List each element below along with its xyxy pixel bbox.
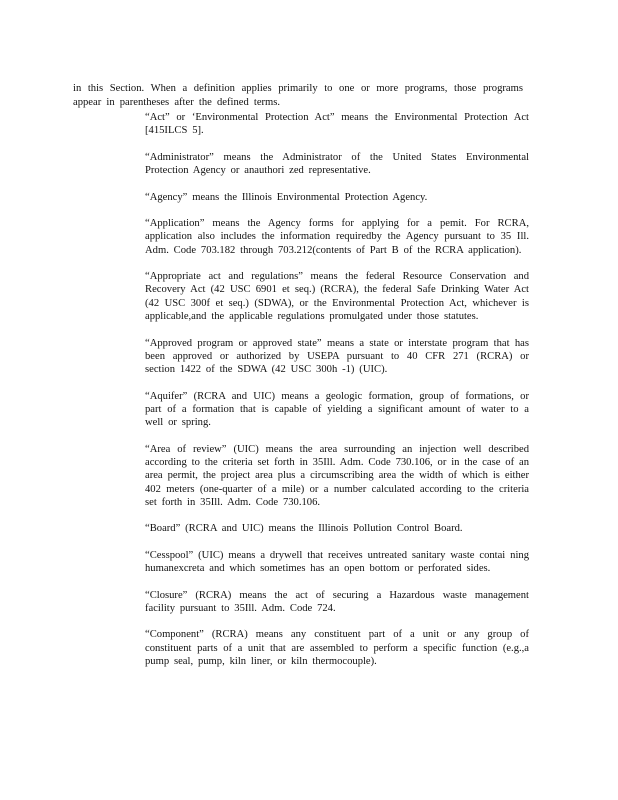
definitions-list	[145, 111, 529, 681]
definition-board: “Board” (RCRA and UIC) means the Illinois Pollution Control Board.	[145, 523, 463, 535]
definition-appropriate-act: “Appropriate act and regulations” means the federal Resource Conservation and Recovery Act (42 USC 6901 et seq.) (RCRA), the federal Safe Drinking Water Act (42 USC 300f et seq.) (SDWA), or the Environmental Protection Act, whichever is applicable,and the applicable regulations promulgated under those statutes.	[145, 271, 529, 323]
definition-component: “Component” (RCRA) means any constituent part of a unit or any group of constituent parts of a unit that are assembled to perform a specific function (e.g.,a pump seal, pump, kiln liner, or kiln thermocouple).	[145, 629, 529, 667]
definition-aquifer: “Aquifer” (RCRA and UIC) means a geologic formation, group of formations, or part of a formation that is capable of yielding a significant amount of water to a well or spring.	[145, 390, 529, 429]
definition-agency: “Agency” means the Illinois Environmental Protection Agency.	[145, 191, 428, 203]
definition-area-of-review: “Area of review” (UIC) means the area surrounding an injection well described according to the criteria set forth in 35Ill. Adm. Code 730.106, or in the case of an area permit, the project area plus a circumscribing area the width of which is either 402 meters (one-quarter of a mile) or a number calculated according to the criteria set forth in 35Ill. Adm. Code 730.106.	[145, 443, 529, 508]
intro-paragraph: in this Section. When a definition applies primarily to one or more programs, those programs appear in parentheses after the defined terms.	[73, 82, 523, 109]
definition-cesspool: “Cesspool” (UIC) means a drywell that receives untreated sanitary waste contai ning humanexcreta and which sometimes has an open bottom or perforated sides.	[145, 549, 529, 575]
definition-act: “Act” or ‘Environmental Protection Act” means the Environmental Protection Act [415ILCS 5].	[145, 112, 529, 137]
definition-approved-program: “Approved program or approved state” means a state or interstate program that has been approved or authorized by USEPA pursuant to 40 CFR 271 (RCRA) or section 1422 of the SDWA (42 USC 300h -1) (UIC).	[145, 337, 529, 376]
definition-administrator: “Administrator” means the Administrator of the United States Environmental Protection Agency or anauthori zed representative.	[145, 151, 529, 177]
definition-application: “Application” means the Agency forms for applying for a pemit. For RCRA, application also includes the information requiredby the Agency pursuant to 35 Ill. Adm. Code 703.182 through 703.212(contents of Part B of the RCRA application).	[145, 218, 529, 256]
definition-closure: “Closure” (RCRA) means the act of securing a Hazardous waste management facility pursuant to 35Ill. Adm. Code 724.	[145, 589, 529, 614]
